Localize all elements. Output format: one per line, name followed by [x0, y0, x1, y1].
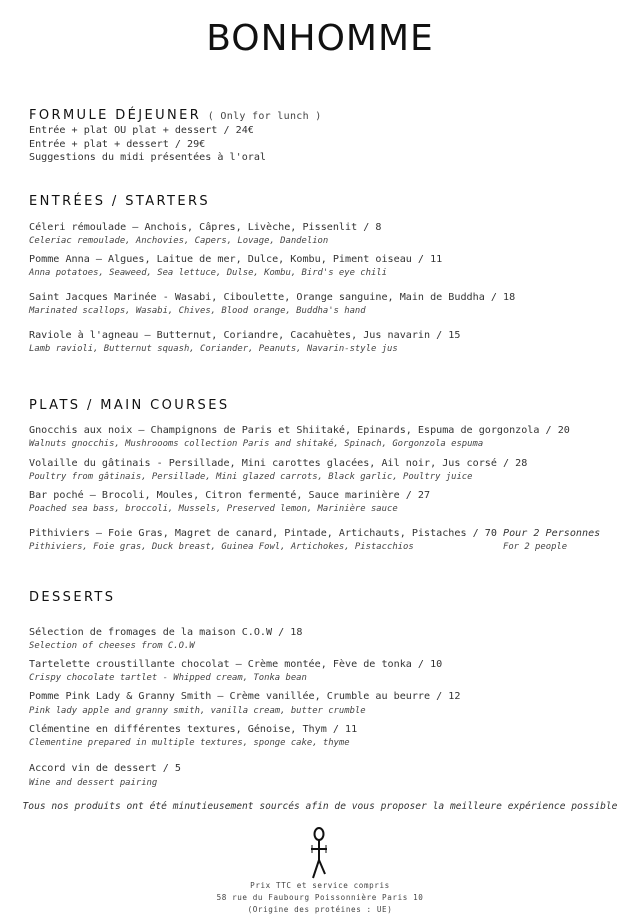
menu-item-fr: Accord vin de dessert / 5 [29, 763, 181, 774]
starters-heading: ENTRÉES / STARTERS [29, 194, 211, 209]
menu-item-fr: Sélection de fromages de la maison C.O.W / 18 [29, 627, 303, 638]
menu-item-fr: Volaille du gâtinais - Persillade, Mini carottes glacées, Ail noir, Jus corsé / 28 [29, 458, 528, 469]
formule-title: FORMULE DÉJEUNER [29, 108, 202, 123]
menu-item-fr: Pomme Anna – Algues, Laitue de mer, Dulce, Kombu, Piment oiseau / 11 [29, 254, 443, 265]
footer-line: (Origine des protéines : UE) [247, 905, 393, 914]
menu-item-en: Poultry from gâtinais, Persillade, Mini glazed carrots, Black garlic, Poultry juice [29, 472, 473, 482]
menu-item-en: Wine and dessert pairing [29, 778, 158, 788]
menu-item-fr: Saint Jacques Marinée - Wasabi, Ciboulette, Orange sanguine, Main de Buddha / 18 [29, 292, 516, 303]
sourcing-tagline: Tous nos produits ont été minutieusement sourcés afin de vous proposer la meilleure expérience possible [22, 801, 618, 812]
menu-item-fr: Pithiviers – Foie Gras, Magret de canard, Pintade, Artichauts, Pistaches / 70 [29, 528, 497, 539]
menu-item-en: Clementine prepared in multiple textures, sponge cake, thyme [29, 738, 350, 748]
menu-item-fr: Bar poché – Brocoli, Moules, Citron fermenté, Sauce marinière / 27 [29, 490, 431, 501]
menu-item-en: Lamb ravioli, Butternut squash, Coriander, Peanuts, Navarin-style jus [29, 344, 398, 354]
menu-item-en: Poached sea bass, broccoli, Mussels, Preserved lemon, Marinière sauce [29, 504, 398, 514]
menu-item-fr: Raviole à l'agneau – Butternut, Coriandre, Cacahuètes, Jus navarin / 15 [29, 330, 461, 341]
desserts-heading: DESSERTS [29, 590, 116, 605]
menu-item-en: Marinated scallops, Wasabi, Chives, Blood orange, Buddha's hand [29, 306, 366, 316]
formule-line: Entrée + plat + dessert / 29€ [29, 139, 206, 150]
formule-line: Suggestions du midi présentées à l'oral [29, 152, 267, 163]
menu-item-fr: Pomme Pink Lady & Granny Smith – Crème vanillée, Crumble au beurre / 12 [29, 691, 461, 702]
formule-note: ( Only for lunch ) [207, 111, 322, 122]
menu-item-fr: Tartelette croustillante chocolat – Crème montée, Fève de tonka / 10 [29, 659, 443, 670]
menu-item-en: Crispy chocolate tartlet - Whipped cream, Tonka bean [29, 673, 307, 683]
sharing-note-en: For 2 people [503, 542, 568, 552]
formule-line: Entrée + plat OU plat + dessert / 24€ [29, 125, 254, 136]
stick-figure-logo-icon [306, 826, 334, 880]
restaurant-title: BONHOMME [206, 18, 434, 59]
footer-line: Prix TTC et service compris [250, 881, 390, 890]
menu-item-en: Celeriac remoulade, Anchovies, Capers, Lovage, Dandelion [29, 236, 329, 246]
menu-item-fr: Clémentine en différentes textures, Génoise, Thym / 11 [29, 724, 358, 735]
menu-item-en: Pink lady apple and granny smith, vanilla cream, butter crumble [29, 706, 366, 716]
formule-heading [29, 108, 322, 123]
menu-item-fr: Gnocchis aux noix – Champignons de Paris et Shiitaké, Epinards, Espuma de gorgonzola / 20 [29, 425, 570, 436]
menu-item-fr: Céleri rémoulade – Anchois, Câpres, Livèche, Pissenlit / 8 [29, 222, 382, 233]
menu-item-en: Walnuts gnocchis, Mushroooms collection Paris and shitaké, Spinach, Gorgonzola espuma [29, 439, 484, 449]
menu-item-en: Anna potatoes, Seaweed, Sea lettuce, Dulse, Kombu, Bird's eye chili [29, 268, 387, 278]
menu-item-en: Pithiviers, Foie gras, Duck breast, Guinea Fowl, Artichokes, Pistacchios [29, 542, 414, 552]
menu-item-en: Selection of cheeses from C.O.W [29, 641, 195, 651]
footer-address: 58 rue du Faubourg Poissonnière Paris 10 [216, 893, 424, 902]
sharing-note-fr: Pour 2 Personnes [503, 528, 601, 539]
mains-heading: PLATS / MAIN COURSES [29, 398, 230, 413]
